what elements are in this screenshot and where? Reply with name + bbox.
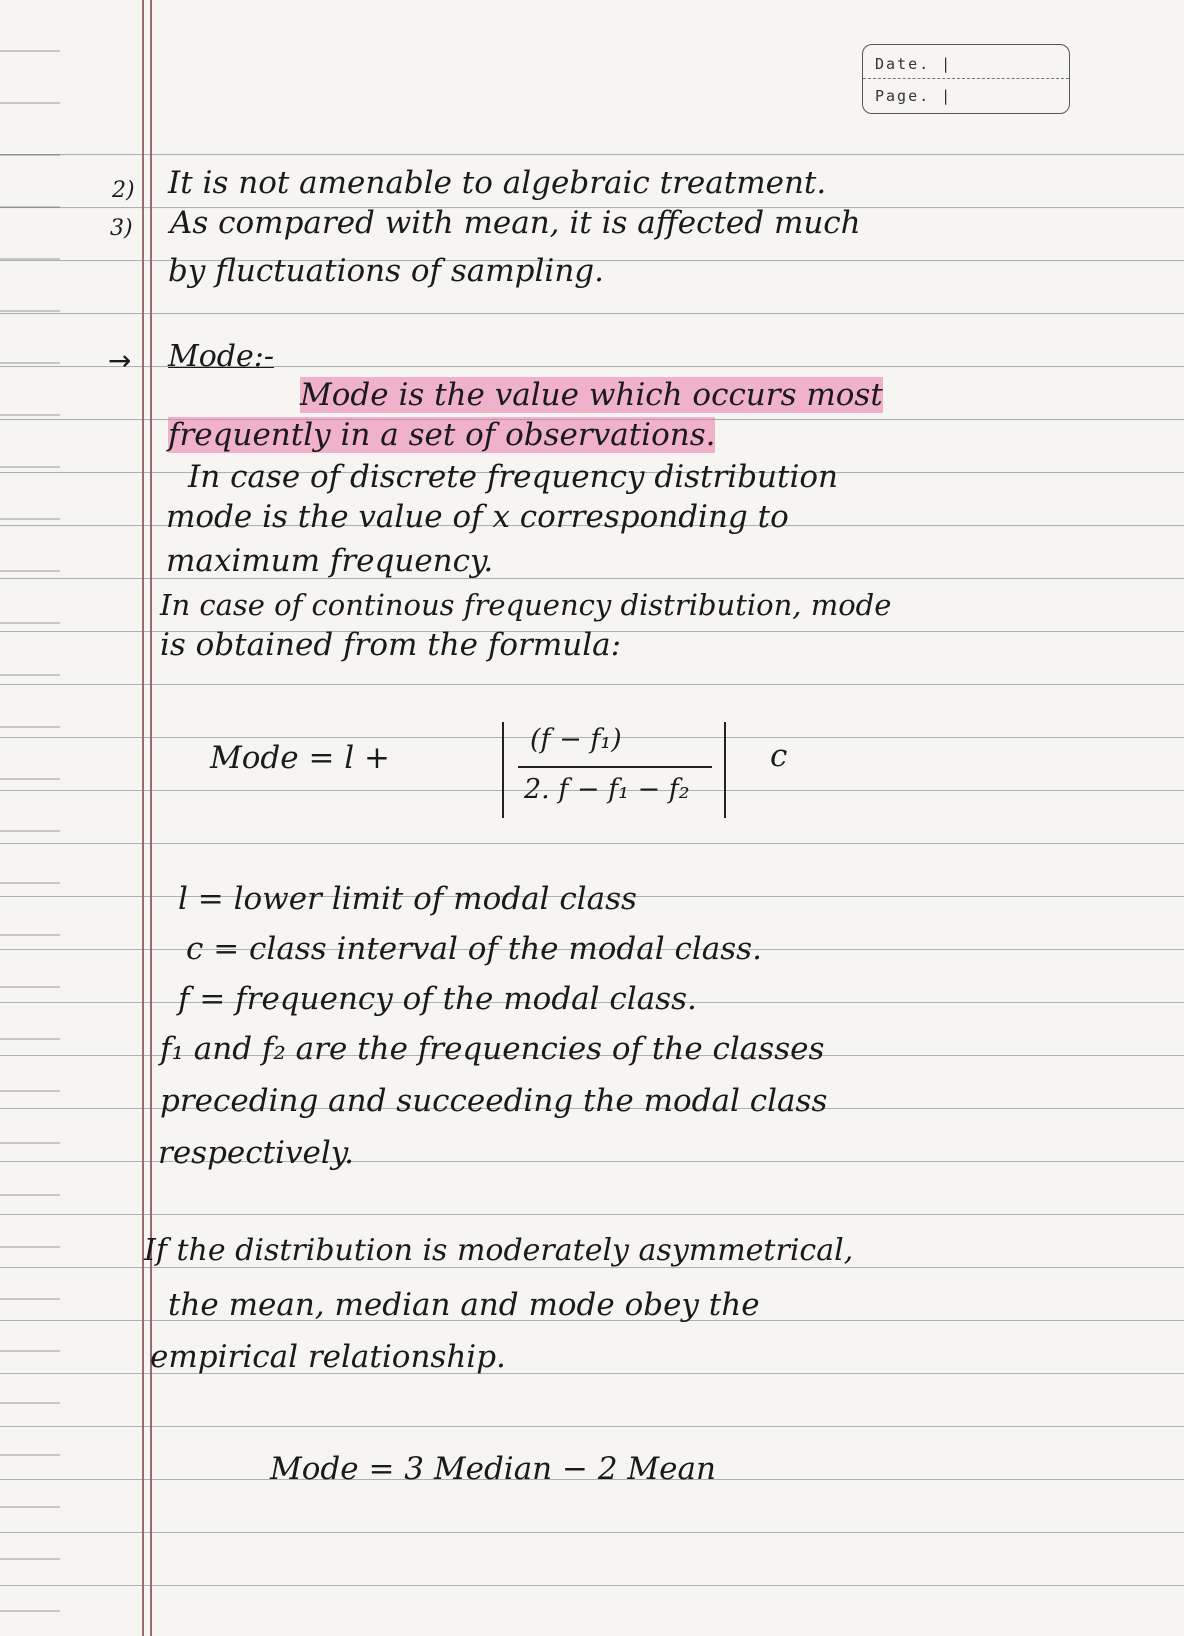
point-3-number: 3) <box>110 216 133 241</box>
point-2-number: 2) <box>112 178 135 203</box>
spiral-binding <box>0 0 60 1636</box>
date-box-divider <box>863 78 1069 79</box>
fraction-bar <box>518 766 712 768</box>
definition-f1-f2-line-3: respectively. <box>158 1135 355 1171</box>
mode-definition-line-2 <box>168 418 715 452</box>
arrow-icon: → <box>108 344 132 377</box>
formula-numerator: (f − f₁) <box>530 724 622 755</box>
empirical-line-2: the mean, median and mode obey the <box>168 1287 760 1323</box>
mode-heading: Mode:- <box>168 339 274 374</box>
margin-line-inner <box>150 0 152 1636</box>
formula-lhs: Mode = l + <box>210 740 391 776</box>
mode-definition-highlight-1: Mode is the value which occurs most <box>300 377 883 413</box>
empirical-line-3: empirical relationship. <box>150 1339 506 1375</box>
discrete-line-1: In case of discrete frequency distribution <box>188 459 839 495</box>
date-label: Date. | <box>875 55 953 73</box>
point-3-line-2: by fluctuations of sampling. <box>168 253 604 289</box>
empirical-equation: Mode = 3 Median − 2 Mean <box>270 1451 716 1487</box>
point-3-line-1: As compared with mean, it is affected much <box>170 205 861 241</box>
margin-line <box>142 0 144 1636</box>
date-page-box <box>862 44 1070 114</box>
definition-f: f = frequency of the modal class. <box>178 981 697 1017</box>
definition-l: l = lower limit of modal class <box>178 881 637 917</box>
point-2-text: It is not amenable to algebraic treatment. <box>168 165 827 201</box>
empirical-line-1: If the distribution is moderately asymmetrical, <box>144 1233 854 1268</box>
mode-definition-highlight-2: frequently in a set of observations. <box>168 417 716 453</box>
discrete-line-3: maximum frequency. <box>166 543 494 579</box>
continuous-line-1: In case of continous frequency distribution, mode <box>160 588 892 622</box>
definition-c: c = class interval of the modal class. <box>186 931 762 967</box>
page-label: Page. | <box>875 87 953 105</box>
formula-denominator: 2. f − f₁ − f₂ <box>524 774 690 805</box>
mode-definition-line-1 <box>300 378 883 412</box>
definition-f1-f2-line-1: f₁ and f₂ are the frequencies of the classes <box>160 1031 825 1067</box>
continuous-line-2: is obtained from the formula: <box>160 627 622 663</box>
definition-f1-f2-line-2: preceding and succeeding the modal class <box>160 1083 828 1119</box>
discrete-line-2: mode is the value of x corresponding to <box>166 499 789 535</box>
formula-multiplier: c <box>770 738 788 774</box>
mode-formula <box>210 722 830 822</box>
